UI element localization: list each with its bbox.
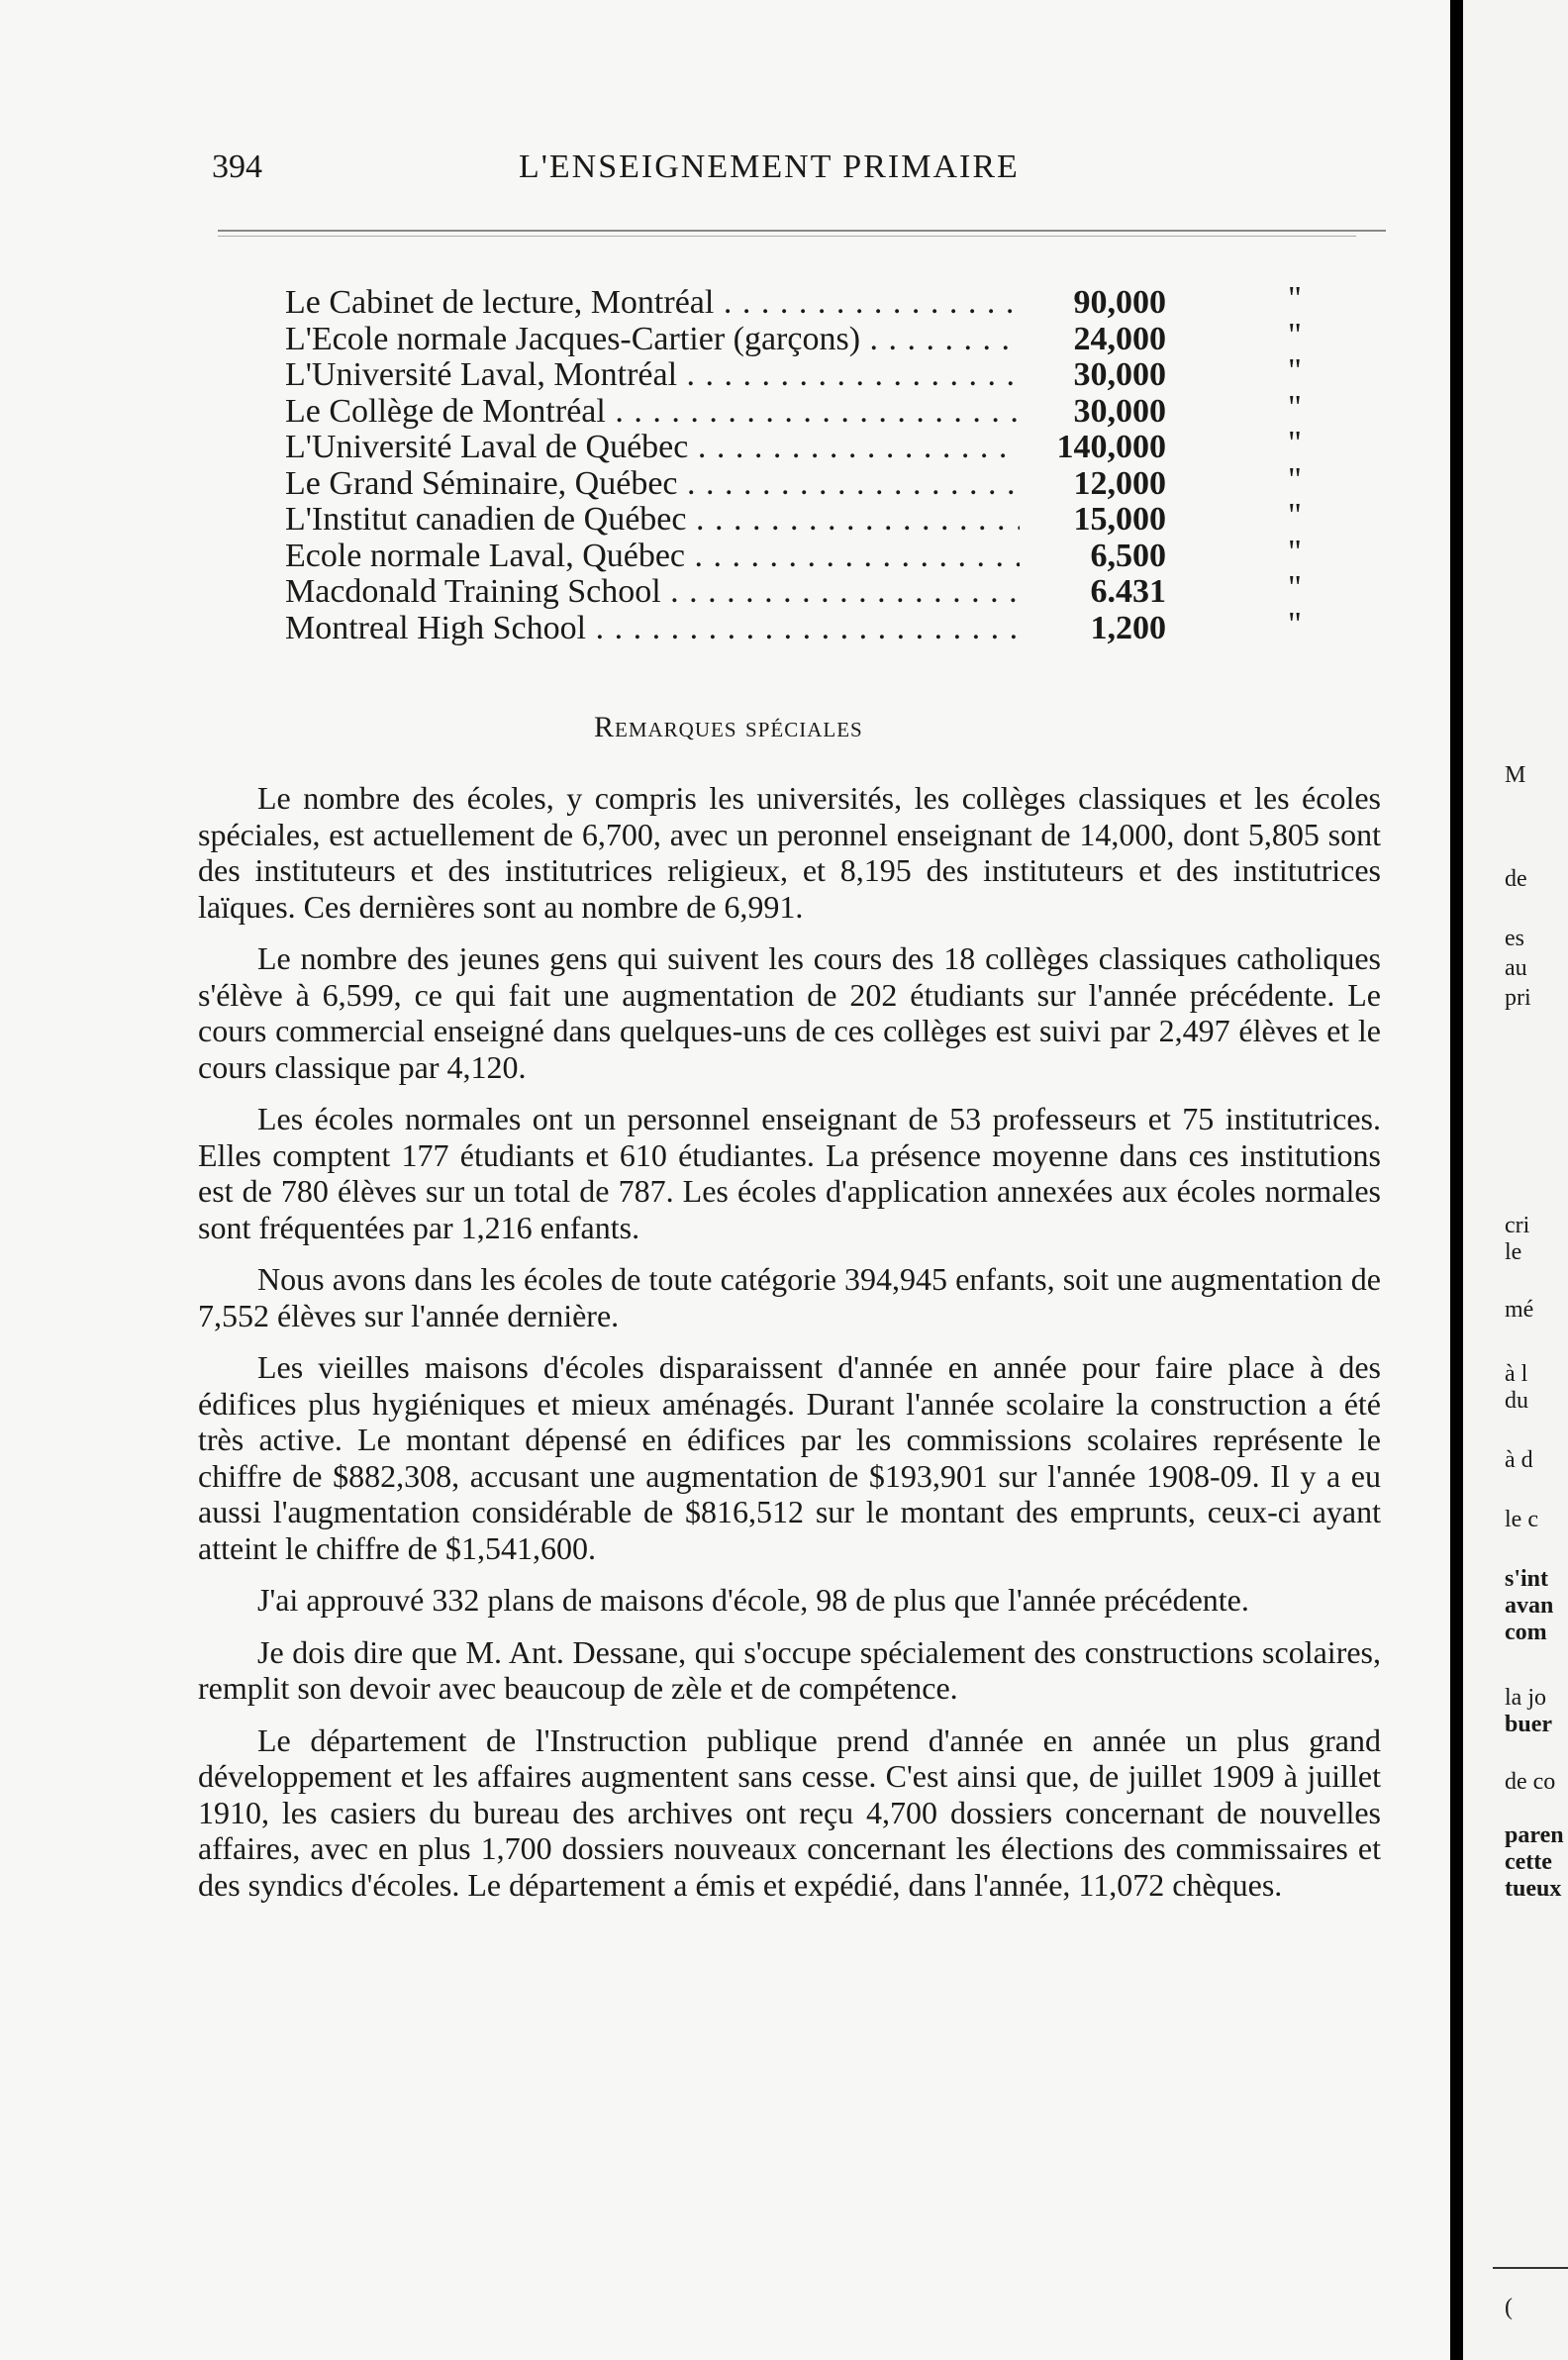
list-item [285,352,1344,394]
facing-page-fragment: au [1505,955,1527,981]
list-item-value: 12,000 [1020,466,1166,503]
list-item [285,388,1344,431]
ditto-mark: " [1288,569,1302,606]
facing-page-fragment: M [1505,762,1526,788]
list-item-value: 6,500 [1020,539,1166,575]
library-list [285,280,1344,646]
facing-page-fragment: cri [1505,1213,1530,1238]
list-item-name: Le Collège de Montréal . . . [285,394,1117,431]
list-item-value: 24,000 [1020,322,1166,358]
ditto-mark: " [1288,280,1302,317]
ditto-mark: " [1288,316,1302,353]
ditto-mark: " [1288,388,1302,426]
list-item-value: 90,000 [1020,285,1166,322]
list-item-name: L'Université Laval, Montréal . . . [285,357,1117,394]
list-item [285,460,1344,503]
paragraph: J'ai approuvé 332 plans de maisons d'école, 98 de plus que l'année précédente. [257,1582,1249,1618]
list-item-name: Le Grand Séminaire, Québec . . . [285,466,1117,503]
facing-page-fragment: tueux [1505,1876,1562,1902]
list-item [285,533,1344,575]
page-header [212,148,1222,208]
list-item-name: L'Université Laval de Québec . . . [285,430,1117,466]
list-item [285,280,1344,322]
running-title: L'ENSEIGNEMENT PRIMAIRE [519,148,1020,185]
facing-page-fragment: s'int [1505,1566,1549,1592]
list-item-name: Macdonald Training School . . . [285,574,1117,611]
list-item [285,605,1344,647]
page-number: 394 [212,148,262,185]
facing-page-fragment: es [1505,926,1524,951]
paragraph: Les écoles normales ont un personnel enseignant de 53 professeurs et 75 institutrices. Elles comptent 177 étudiants et 610 étudiantes. La présence moyenne dans ces institutions est de 780 élèves sur un total de 787. Les écoles d'application annexées aux écoles normales sont fréquentées par 1,216 enfants. [198,1101,1381,1245]
facing-page-edge [1463,0,1568,2360]
ditto-mark: " [1288,425,1302,461]
facing-page-fragment: à l [1505,1361,1528,1387]
facing-page-fragment: ( [1505,2295,1513,2320]
list-item-value: 30,000 [1020,394,1166,431]
list-item-name: Ecole normale Laval, Québec . . . [285,539,1117,575]
ditto-mark: " [1288,533,1302,570]
list-item [285,569,1344,611]
list-item-value: 6.431 [1020,574,1166,611]
facing-page-fragment: avan [1505,1593,1554,1619]
facing-page-fragment: à d [1505,1447,1533,1473]
header-rule-secondary [218,236,1356,237]
list-item-value: 15,000 [1020,502,1166,539]
facing-page-fragment: la jo [1505,1685,1546,1711]
body-text [198,780,1381,1918]
list-item-value: 140,000 [1020,430,1166,466]
list-item-name: Montreal High School . . . [285,611,1117,647]
facing-page-fragment: com [1505,1620,1547,1645]
list-item-name: Le Cabinet de lecture, Montréal . . . [285,285,1117,322]
facing-page-fragment: paren [1505,1822,1564,1848]
facing-page-fragment: cette [1505,1849,1552,1875]
ditto-mark: " [1288,352,1302,389]
facing-page-fragment: de [1505,866,1527,892]
list-item-value: 1,200 [1020,611,1166,647]
facing-page-fragment: le [1505,1239,1522,1265]
facing-page-rule [1493,2267,1568,2269]
paragraph: Le nombre des jeunes gens qui suivent les cours des 18 collèges classiques catholiques s'élève à 6,599, ce qui fait une augmentation de 202 étudiants sur l'année précédente. Le cours commercial enseigné dans quelques-uns de ces collèges est suivi par 2,497 élèves et le cours classique par 4,120. [198,940,1381,1085]
ditto-mark: " [1288,605,1302,642]
facing-page-fragment: le c [1505,1507,1538,1532]
header-rule [218,230,1386,232]
paragraph: Le nombre des écoles, y compris les universités, les collèges classiques et les écoles spéciales, est actuellement de 6,700, avec un peronnel enseignant de 14,000, dont 5,805 sont des instituteurs et des institutrices religieux, et 8,195 des instituteurs et des institutrices laïques. Ces dernières sont au nombre de 6,991. [198,780,1381,925]
ditto-mark: " [1288,497,1302,534]
paragraph: Les vieilles maisons d'écoles disparaissent d'année en année pour faire place à des édifices plus hygiéniques et mieux aménagés. Durant l'année scolaire la construction a été très active. Le montant dépensé en édifices par les commissions scolaires représente le chiffre de $882,308, accusant une augmentation de $193,901 sur l'année 1908-09. Il y a eu aussi l'augmentation considérable de $816,512 sur le montant des emprunts, ceux-ci ayant atteint le chiffre de $1,541,600. [198,1349,1381,1566]
facing-page-fragment: buer [1505,1712,1552,1737]
section-heading: Remarques spéciales [594,711,863,743]
list-item [285,425,1344,466]
facing-page-fragment: de co [1505,1769,1556,1795]
paragraph: Le département de l'Instruction publique prend d'année en année un plus grand développement et les affaires augmentent sans cesse. C'est ainsi que, de juillet 1909 à juillet 1910, les casiers du bureau des archives ont reçu 4,700 dossiers concernant de nouvelles affaires, avec en plus 1,700 dossiers nouveaux concernant les élections des commissaires et des syndics d'écoles. Le département a émis et expédié, dans l'année, 11,072 chèques. [198,1721,1381,1903]
list-item [285,316,1344,358]
ditto-mark: " [1288,460,1302,498]
paragraph: Nous avons dans les écoles de toute catégorie 394,945 enfants, soit une augmentation de 7,552 élèves sur l'année dernière. [198,1261,1381,1333]
facing-page-fragment: pri [1505,985,1531,1011]
facing-page-fragment: du [1505,1388,1528,1414]
facing-page-fragment: mé [1505,1297,1534,1323]
list-item-value: 30,000 [1020,357,1166,394]
paragraph: Je dois dire que M. Ant. Dessane, qui s'occupe spécialement des constructions scolaires, remplit son devoir avec beaucoup de zèle et de compétence. [198,1633,1381,1706]
list-item-name: L'Institut canadien de Québec . . . [285,502,1117,539]
list-item-name: L'Ecole normale Jacques-Cartier (garçons) . . . [285,322,1117,358]
list-item [285,497,1344,539]
